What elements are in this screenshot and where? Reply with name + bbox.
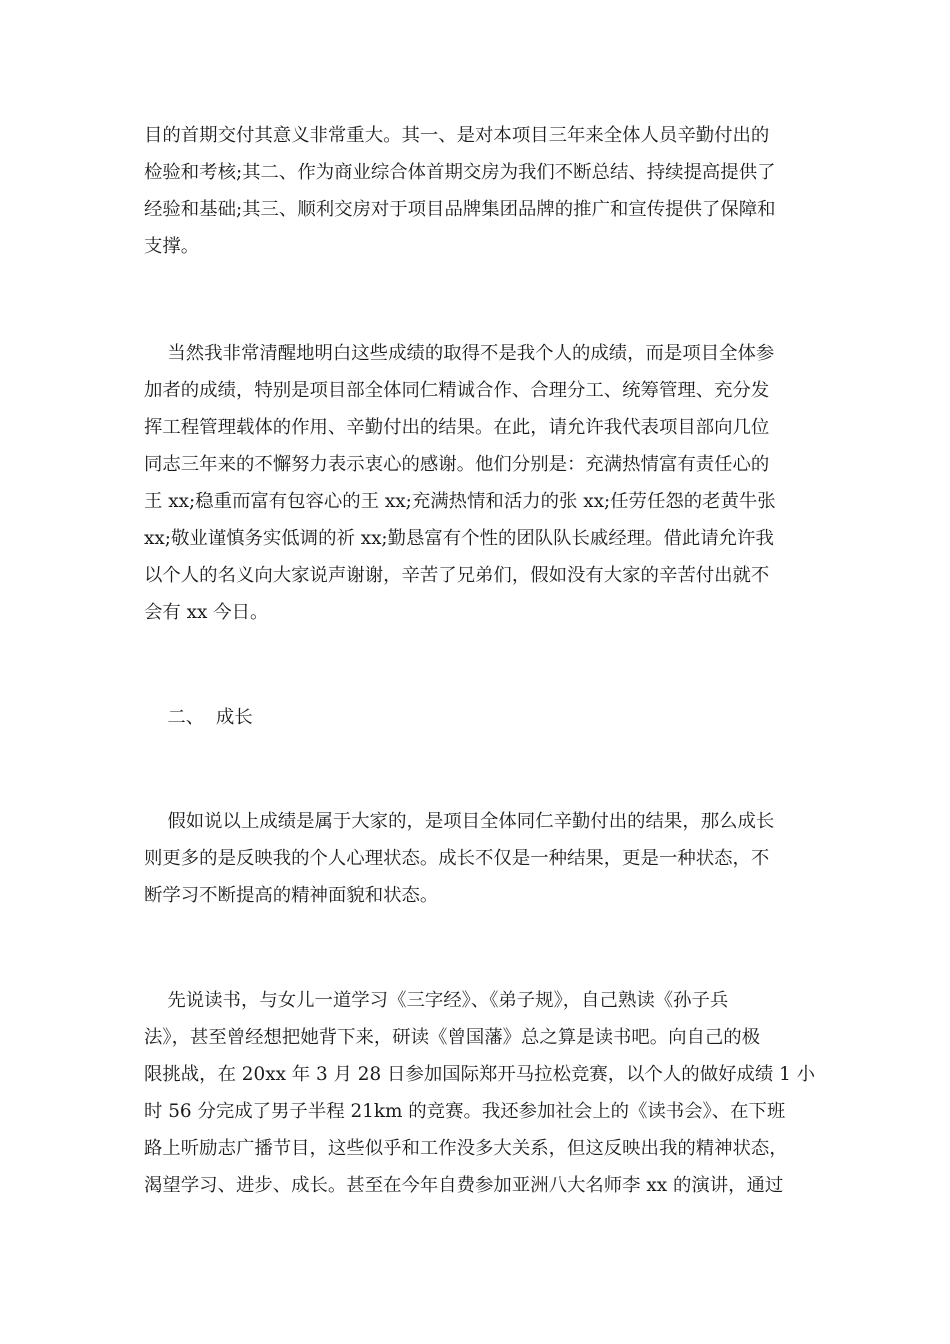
paragraph-line: 路上听励志广播节目，这些似乎和工作没多大关系，但这反映出我的精神状态， <box>144 1138 788 1159</box>
paragraph-line: 当然我非常清醒地明白这些成绩的取得不是我个人的成绩，而是项目全体参 <box>144 343 775 364</box>
paragraph-line: 会有 xx 今日。 <box>144 602 269 623</box>
paragraph-line: 渴望学习、进步、成长。甚至在今年自费参加亚洲八大名师李 xx 的演讲，通过 <box>144 1175 784 1196</box>
paragraph-line: 以个人的名义向大家说声谢谢，辛苦了兄弟们，假如没有大家的辛苦付出就不 <box>144 565 770 586</box>
paragraph-line: 限挑战，在 20xx 年 3 月 28 日参加国际郑开马拉松竞赛，以个人的做好成绩 1 小 <box>144 1064 816 1085</box>
paragraph-line: 则更多的是反映我的个人心理状态。成长不仅是一种结果，更是一种状态，不 <box>144 848 770 869</box>
paragraph-line: 断学习不断提高的精神面貌和状态。 <box>144 885 439 906</box>
paragraph-line: 先说读书，与女儿一道学习《三字经》、《弟子规》，自己熟读《孙子兵 <box>144 990 729 1011</box>
paragraph-line: 支撑。 <box>144 236 200 257</box>
paragraph-line: 时 56 分完成了男子半程 21km 的竞赛。我还参加社会上的《读书会》、在下班 <box>144 1101 786 1122</box>
paragraph-line: 王 xx;稳重而富有包容心的王 xx;充满热情和活力的张 xx;任劳任怨的老黄牛张 <box>144 491 776 512</box>
paragraph-line: 目的首期交付其意义非常重大。其一、是对本项目三年来全体人员辛勤付出的 <box>144 125 770 146</box>
paragraph-line: 同志三年来的不懈努力表示衷心的感谢。他们分别是：充满热情富有责任心的 <box>144 454 770 475</box>
paragraph-line: 法》，甚至曾经想把她背下来，研读《曾国藩》总之算是读书吧。向自己的极 <box>144 1027 761 1048</box>
paragraph-line: 假如说以上成绩是属于大家的，是项目全体同仁辛勤付出的结果，那么成长 <box>144 811 775 832</box>
paragraph-line: 挥工程管理载体的作用、辛勤付出的结果。在此，请允许我代表项目部向几位 <box>144 417 770 438</box>
paragraph-line: 检验和考核;其二、作为商业综合体首期交房为我们不断总结、持续提高提供了 <box>144 162 776 183</box>
paragraph-line: xx;敬业谨慎务实低调的祈 xx;勤恳富有个性的团队队长戚经理。借此请允许我 <box>144 528 774 549</box>
paragraph-line: 加者的成绩，特别是项目部全体同仁精诚合作、合理分工、统筹管理、充分发 <box>144 380 770 401</box>
section-heading: 二、 成长 <box>144 707 253 728</box>
paragraph-line: 经验和基础;其三、顺利交房对于项目品牌集团品牌的推广和宣传提供了保障和 <box>144 199 776 220</box>
